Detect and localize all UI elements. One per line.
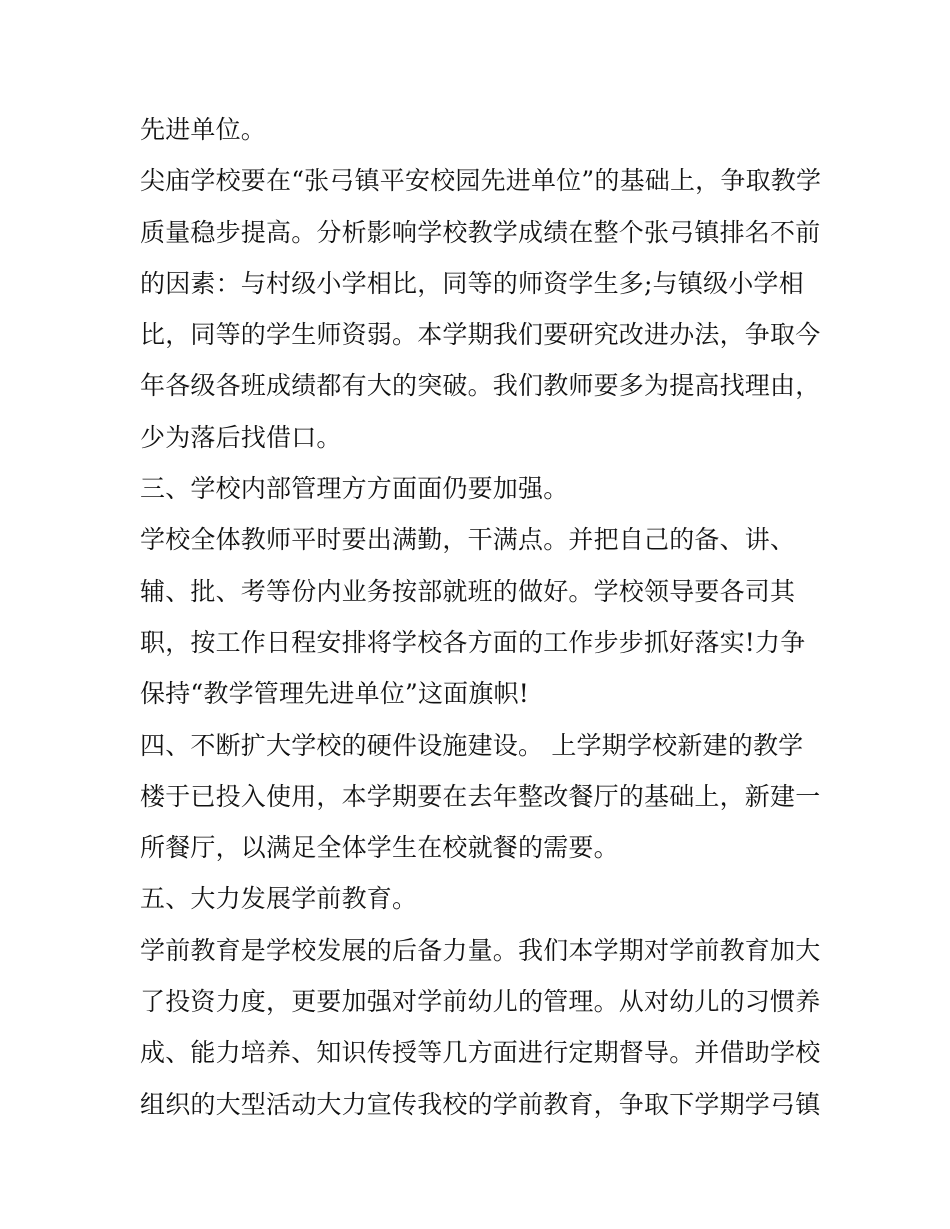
text-line: 组织的大型活动大力宣传我校的学前教育，争取下学期学弓镇 <box>140 1089 821 1119</box>
section-heading: 三、学校内部管理方方面面仍要加强。 <box>140 474 569 504</box>
text-line: 先进单位。 <box>140 115 267 144</box>
text-line: 了投资力度，更要加强对学前幼儿的管理。从对幼儿的习惯养 <box>140 987 821 1017</box>
text-line: 的因素：与村级小学相比，同等的师资学生多;与镇级小学相 <box>140 268 804 298</box>
text-line: 尖庙学校要在“张弓镇平安校园先进单位”的基础上，争取教学 <box>140 166 822 196</box>
text-line: 所餐厅，以满足全体学生在校就餐的需要。 <box>140 833 619 863</box>
section-heading: 四、不断扩大学校的硬件设施建设。 上学期学校新建的教学 <box>140 730 804 760</box>
text-line: 少为落后找借口。 <box>140 422 342 452</box>
text-line: 学前教育是学校发展的后备力量。我们本学期对学前教育加大 <box>140 935 821 965</box>
text-line: 年各级各班成绩都有大的突破。我们教师要多为提高找理由， <box>140 371 821 401</box>
text-line: 学校全体教师平时要出满勤，干满点。并把自己的备、讲、 <box>140 525 796 555</box>
text-line: 职，按工作日程安排将学校各方面的工作步步抓好落实!力争 <box>140 627 806 657</box>
text-line: 辅、批、考等份内业务按部就班的做好。学校领导要各司其 <box>140 576 796 606</box>
section-heading: 五、大力发展学前教育。 <box>140 884 418 914</box>
text-line: 保持“教学管理先进单位”这面旗帜! <box>140 679 530 709</box>
text-line: 比，同等的学生师资弱。本学期我们要研究改进办法，争取今 <box>140 320 821 350</box>
document-body <box>140 104 820 1130</box>
text-line: 成、能力培养、知识传授等几方面进行定期督导。并借助学校 <box>140 1038 821 1068</box>
text-line: 楼于已投入使用，本学期要在去年整改餐厅的基础上，新建一 <box>140 781 821 811</box>
text-line: 质量稳步提高。分析影响学校教学成绩在整个张弓镇排名不前 <box>140 217 821 247</box>
